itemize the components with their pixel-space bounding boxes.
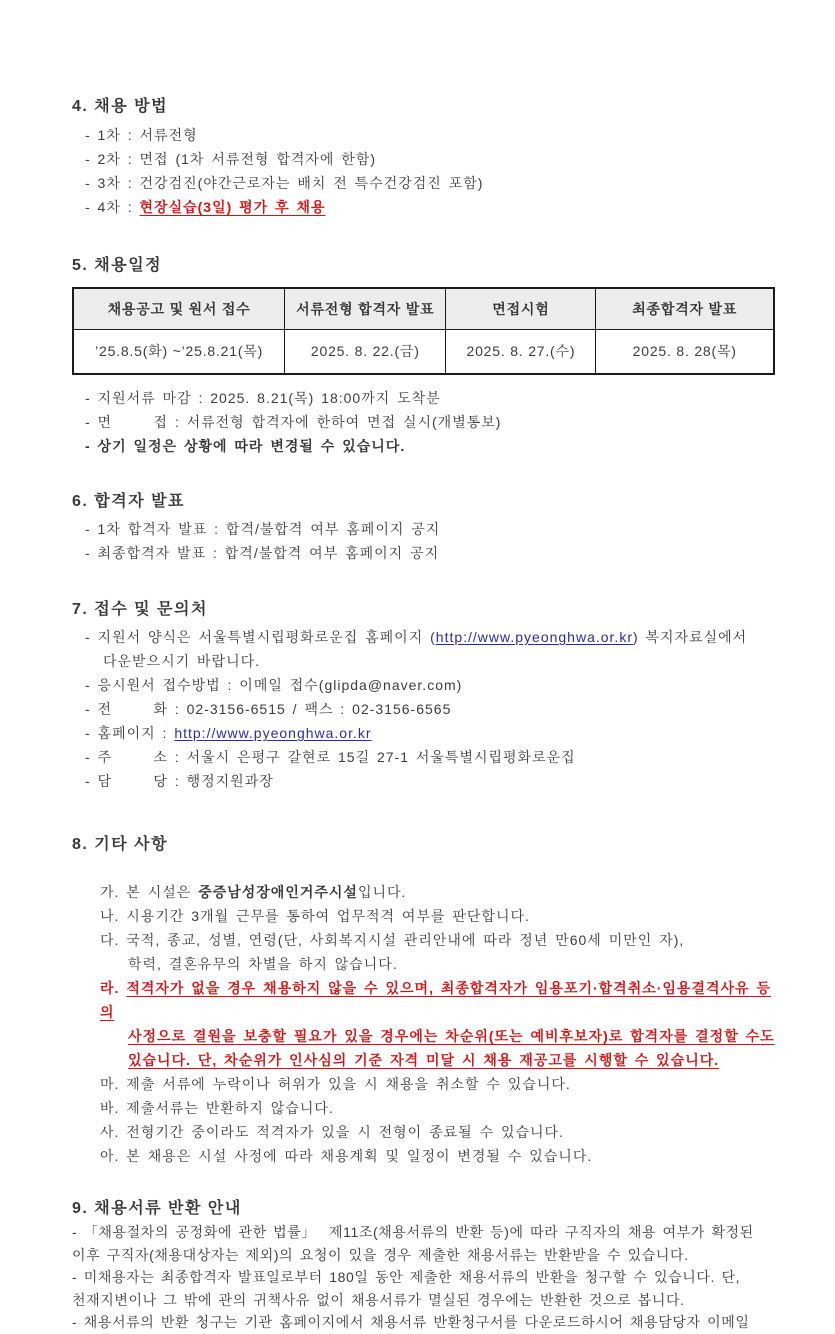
- announcement-final: - 최종합격자 발표 : 합격/불합격 여부 홈페이지 공지: [85, 545, 440, 561]
- section-recruitment-schedule: [72, 252, 777, 458]
- other-item-ah: 아. 본 채용은 시설 사정에 따라 채용계획 및 일정이 변경될 수 있습니다.: [100, 1148, 593, 1164]
- section-contact-info: [72, 596, 777, 793]
- section-recruitment-method: [72, 93, 777, 219]
- homepage-link[interactable]: http://www.pyeonghwa.or.kr: [174, 725, 372, 741]
- other-item-na: 나. 시용기간 3개월 근무를 통하여 업무적격 여부를 판단합니다.: [100, 908, 530, 924]
- schedule-cell-apply-period: ’25.8.5(화) ~’25.8.21(목): [73, 329, 285, 374]
- section-6-heading: 6. 합격자 발표: [72, 493, 186, 510]
- schedule-data-row: [73, 329, 774, 374]
- other-item-ra-line3: 있습니다. 단, 차순위가 인사심의 기준 자격 미달 시 채용 재공고를 시행할 수 있습니다.: [128, 1052, 720, 1068]
- section-7-heading: 7. 접수 및 문의처: [72, 601, 208, 618]
- return-para2-line1: - 미채용자는 최종합격자 발표일로부터 180일 동안 제출한 채용서류의 반환을 청구할 수 있습니다. 단,: [72, 1269, 741, 1285]
- return-para3-line1: - 채용서류의 반환 청구는 기관 홈페이지에서 채용서류 반환청구서를 다운로드하시어 채용담당자 이메일: [72, 1314, 750, 1330]
- schedule-header-row: [73, 288, 774, 329]
- return-para1-line2: 이후 구직자(채용대상자는 제외)의 요청이 있을 경우 제출한 채용서류는 반환받을 수 있습니다.: [72, 1246, 689, 1263]
- announcement-first-round: - 1차 합격자 발표 : 합격/불합격 여부 홈페이지 공지: [85, 521, 441, 537]
- contact-address: - 주 소 : 서울시 은평구 갈현로 15길 27-1 서울특별시립평화로운집: [85, 749, 576, 765]
- section-4-heading: 4. 채용 방법: [72, 98, 169, 115]
- section-document-return-guide: [72, 1195, 777, 1334]
- section-9-heading: 9. 채용서류 반환 안내: [72, 1200, 242, 1217]
- section-other-matters: [72, 831, 777, 1168]
- contact-form-download-cont: 다운받으시기 바랍니다.: [103, 653, 261, 669]
- other-item-ba: 바. 제출서류는 반환하지 않습니다.: [100, 1100, 334, 1116]
- schedule-header-final: 최종합격자 발표: [596, 288, 774, 329]
- schedule-cell-final-date: 2025. 8. 28(목): [596, 329, 774, 374]
- section-pass-announcement: [72, 488, 777, 565]
- other-item-ra-line1: [100, 976, 777, 1024]
- schedule-header-doc-pass: 서류전형 합격자 발표: [285, 288, 446, 329]
- other-item-ra-prefix: 라.: [100, 980, 127, 996]
- contact-submission-method: - 응시원서 접수방법 : 이메일 접수(glipda@naver.com): [85, 677, 463, 693]
- return-para1-line1: - 「채용절차의 공정화에 관한 법률」 제11조(채용서류의 반환 등)에 따라 구직자의 채용 여부가 확정된: [72, 1224, 754, 1240]
- schedule-header-apply: 채용공고 및 원서 접수: [73, 288, 285, 329]
- other-item-ma: 마. 제출 서류에 누락이나 허위가 있을 시 채용을 취소할 수 있습니다.: [100, 1076, 571, 1092]
- other-item-da-line2: 학력, 결혼유무의 차별을 하지 않습니다.: [128, 956, 398, 972]
- return-para2-line2: 천재지변이나 그 밖에 관의 귀책사유 없이 채용서류가 멸실된 경우에는 반환한 것으로 봅니다.: [72, 1291, 685, 1308]
- other-item-ra-line1-text: 적격자가 없을 경우 채용하지 않을 수 있으며, 최종합격자가 임용포기·합격취소·임용결격사유 등의: [100, 980, 771, 1020]
- contact-form-download-pre: - 지원서 양식은 서울특별시립평화로운집 홈페이지 (: [85, 629, 436, 645]
- other-item-ra-red-block: [72, 976, 777, 1072]
- schedule-cell-interview-date: 2025. 8. 27.(수): [446, 329, 596, 374]
- other-item-da-line1: 다. 국적, 종교, 성별, 연령(단, 사회복지시설 관리안내에 따라 정년 만60세 미만인 자),: [100, 932, 685, 948]
- contact-form-download-line: [85, 625, 777, 649]
- contact-homepage-line: [85, 721, 777, 745]
- facility-type-bold: 중증남성장애인거주시설: [198, 884, 358, 900]
- method-step-4: [85, 195, 777, 219]
- schedule-note-deadline: - 지원서류 마감 : 2025. 8.21(목) 18:00까지 도착분: [85, 390, 441, 406]
- homepage-link-inline[interactable]: http://www.pyeonghwa.or.kr: [435, 629, 633, 645]
- contact-phone-fax: - 전 화 : 02-3156-6515 / 팩스 : 02-3156-6565: [85, 701, 452, 717]
- schedule-table: [72, 287, 775, 375]
- section-8-heading: 8. 기타 사항: [72, 836, 169, 853]
- schedule-cell-doc-pass-date: 2025. 8. 22.(금): [285, 329, 446, 374]
- other-item-ga-post: 입니다.: [357, 884, 407, 900]
- method-step-3: - 3차 : 건강검진(야간근로자는 배치 전 특수건강검진 포함): [85, 175, 484, 191]
- method-step-1: - 1차 : 서류전형: [85, 127, 198, 143]
- method-step-4-highlight: 현장실습(3일) 평가 후 채용: [139, 199, 326, 215]
- other-item-sa: 사. 전형기간 중이라도 적격자가 있을 시 전형이 종료될 수 있습니다.: [100, 1124, 564, 1140]
- other-item-ra-line2: 사정으로 결원을 보충할 필요가 있을 경우에는 차순위(또는 예비후보자)로 합격자를 결정할 수도: [128, 1028, 775, 1044]
- contact-form-download-post: ) 복지자료실에서: [632, 629, 748, 645]
- schedule-header-interview: 면접시험: [446, 288, 596, 329]
- other-item-ga: [100, 880, 777, 904]
- schedule-note-interview: - 면 접 : 서류전형 합격자에 한하여 면접 실시(개별통보): [85, 414, 502, 430]
- contact-homepage-label: - 홈페이지 :: [85, 725, 175, 741]
- section-5-heading: 5. 채용일정: [72, 257, 163, 274]
- other-item-ga-pre: 가. 본 시설은: [100, 884, 199, 900]
- method-step-4-prefix: - 4차 :: [85, 199, 140, 215]
- contact-person: - 담 당 : 행정지원과장: [85, 773, 274, 789]
- method-step-2: - 2차 : 면접 (1차 서류전형 합격자에 한함): [85, 151, 377, 167]
- schedule-note-change-warning: - 상기 일정은 상황에 따라 변경될 수 있습니다.: [85, 438, 406, 454]
